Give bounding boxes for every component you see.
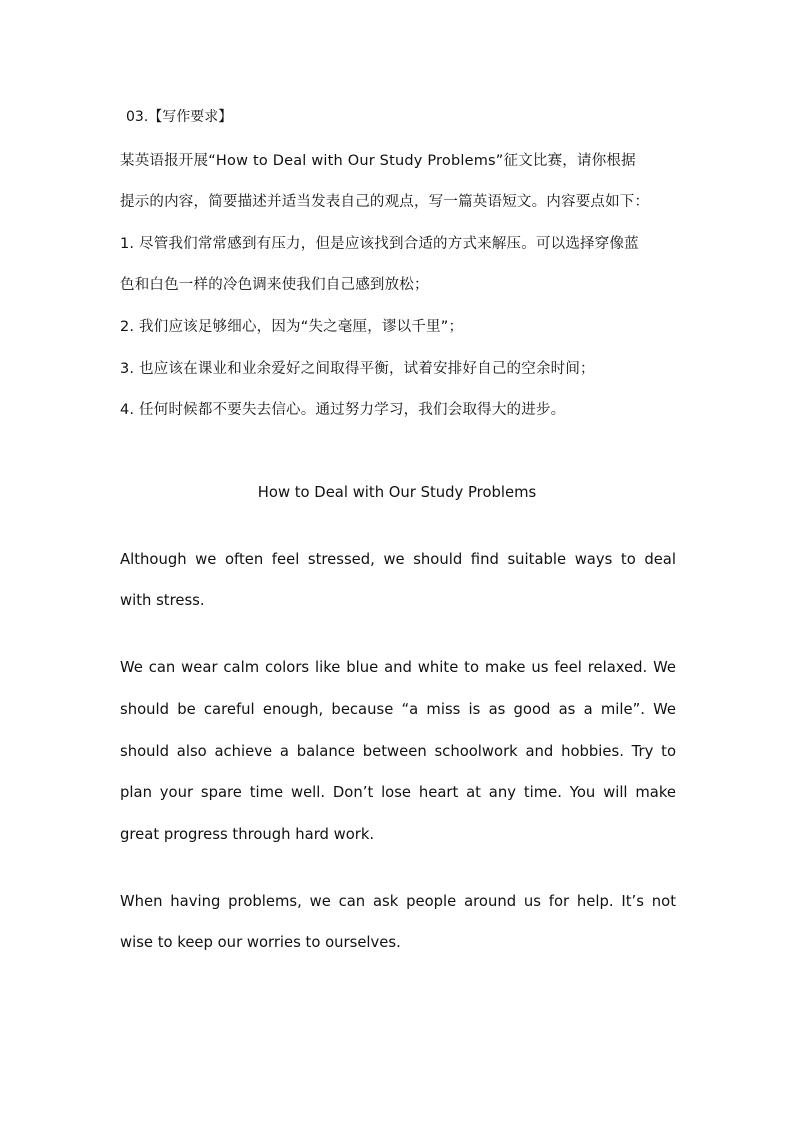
essay-line: with stress. [120,592,205,609]
essay-line: should be careful enough, because “a miss is as good as a mile”. We [120,701,676,718]
essay-line: When having problems, we can ask people around us for help. It’s not [120,893,676,910]
essay-line: Although we often feel stressed, we should find suitable ways to deal [120,551,676,568]
prompt-point-1: 1. 尽管我们常常感到有压力，但是应该找到合适的方式来解压。可以选择穿像蓝 [120,236,639,252]
prompt-point-2: 2. 我们应该足够细心，因为“失之毫厘，谬以千里”； [120,319,464,335]
prompt-line: 提示的内容，简要描述并适当发表自己的观点，写一篇英语短文。内容要点如下： [120,194,650,210]
section-heading: 03.【写作要求】 [126,109,233,125]
essay-line: plan your spare time well. Don’t lose heart at any time. You will make [120,784,676,801]
essay-line: great progress through hard work. [120,826,375,843]
essay-line: wise to keep our worries to ourselves. [120,934,401,951]
essay-line: should also achieve a balance between schoolwork and hobbies. Try to [120,743,676,760]
prompt-point-4: 4. 任何时候都不要失去信心。通过努力学习，我们会取得大的进步。 [120,402,566,418]
essay-title: How to Deal with Our Study Problems [257,484,537,501]
essay-line: We can wear calm colors like blue and white to make us feel relaxed. We [120,659,676,676]
prompt-point-3: 3. 也应该在课业和业余爱好之间取得平衡，试着安排好自己的空余时间； [120,361,595,377]
prompt-line: 某英语报开展“How to Deal with Our Study Problems”征文比赛，请你根据 [120,153,636,169]
prompt-line: 色和白色一样的冷色调来使我们自己感到放松； [120,277,429,293]
